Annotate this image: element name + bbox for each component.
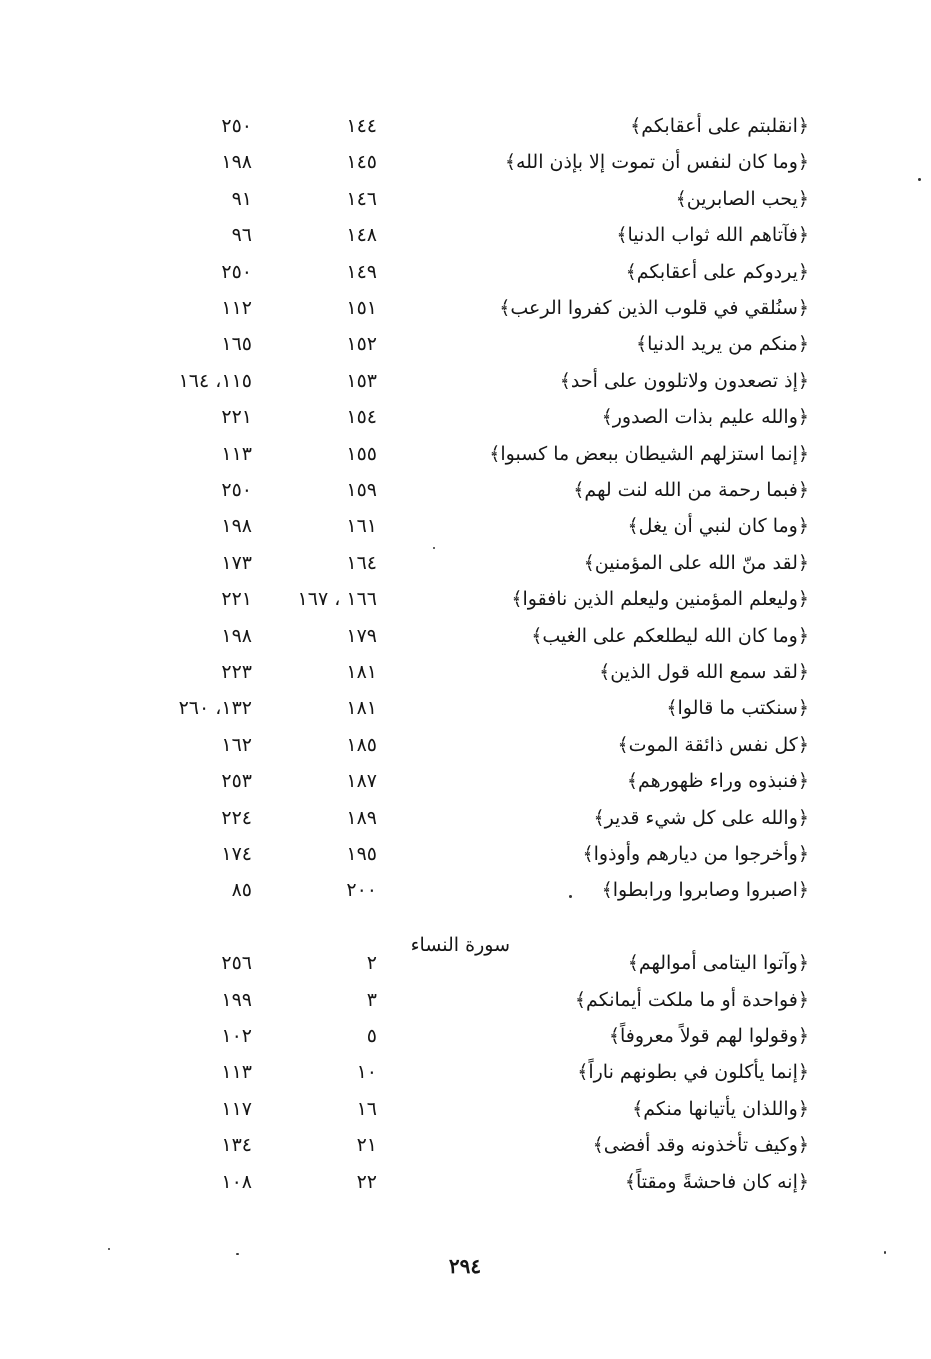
- ayah-number: ١٤٤: [346, 115, 377, 137]
- verse-text: ﴿لقد سمع الله قول الذين﴾: [599, 661, 809, 683]
- ayah-number: ١٥٩: [346, 479, 377, 501]
- page-reference: ١٠٢: [221, 1025, 252, 1047]
- page-reference: ١١٢: [221, 297, 252, 319]
- ayah-number: ٢٢: [356, 1170, 377, 1193]
- page-reference: ٩٦: [231, 224, 252, 247]
- verse-text: ﴿وكيف تأخذونه وقد أفضى﴾: [592, 1134, 809, 1157]
- page-reference: ١٣٤: [221, 1134, 252, 1157]
- index-row: [0, 399, 931, 435]
- index-row: [0, 508, 931, 544]
- ayah-number: ١٠: [356, 1061, 377, 1084]
- verse-text: ﴿واللذان يأتيانها منكم﴾: [632, 1097, 809, 1120]
- index-row: [0, 545, 931, 581]
- verse-text: ﴿إنه كان فاحشةً ومقتاً﴾: [624, 1170, 809, 1193]
- ayah-number: ٢١: [356, 1134, 377, 1157]
- surah-heading: سورة النساء: [410, 934, 510, 956]
- verse-text: ﴿وأخرجوا من ديارهم وأوذوا﴾: [582, 843, 809, 865]
- ayah-number: ١٩٥: [346, 843, 377, 865]
- page-reference: ١٦٥: [221, 333, 252, 356]
- page-reference: ١١٧: [221, 1097, 252, 1120]
- index-row: [0, 108, 931, 144]
- index-row: [0, 326, 931, 362]
- scan-speck: [108, 1248, 110, 1250]
- verse-text: ﴿وما كان لنبي أن يغل﴾: [627, 515, 809, 538]
- page-reference: ١٩٨: [221, 624, 252, 647]
- ayah-number: ١٥٤: [346, 406, 377, 429]
- ayah-number: ١٨٩: [346, 806, 377, 829]
- verse-text: ﴿فنبذوه وراء ظهورهم﴾: [626, 770, 809, 793]
- verse-text: ﴿وقولوا لهم قولاً معروفاً﴾: [608, 1025, 809, 1047]
- verse-text: ﴿إنما استزلهم الشيطان ببعض ما كسبوا﴾: [489, 442, 809, 465]
- page-reference: ٢٢٣: [221, 661, 252, 683]
- index-row: [0, 1054, 931, 1090]
- page-number: ٢٩٤: [448, 1254, 482, 1278]
- ayah-number: ١٥٥: [346, 442, 377, 465]
- ayah-number: ٥: [366, 1025, 377, 1047]
- index-row: [0, 217, 931, 253]
- page-reference: ١١٥، ١٦٤: [178, 369, 252, 392]
- page-reference: ٢٢١: [221, 588, 252, 611]
- verse-text: ﴿والله عليم بذات الصدور﴾: [601, 406, 809, 429]
- index-row: [0, 144, 931, 180]
- scan-speck: [236, 1253, 239, 1255]
- ayah-number: ١٥١: [346, 297, 377, 319]
- scan-speck: [433, 547, 435, 549]
- verse-text: ﴿انقلبتم على أعقابكم﴾: [630, 115, 809, 137]
- index-row: [0, 836, 931, 872]
- scan-speck: [884, 1251, 886, 1254]
- verse-text: ﴿اصبروا وصابروا ورابطوا﴾: [601, 879, 809, 902]
- index-row: [0, 1127, 931, 1163]
- ayah-number: ١٦٤: [346, 551, 377, 574]
- page-reference: ١٩٨: [221, 515, 252, 538]
- index-row: [0, 618, 931, 654]
- ayah-number: ١٨١: [346, 661, 377, 683]
- index-row: [0, 436, 931, 472]
- ayah-number: ١٥٣: [346, 369, 377, 392]
- page-reference: ٢٥٠: [221, 260, 252, 283]
- page-reference: ١١٣: [221, 1061, 252, 1084]
- page-reference: ٢٥٠: [221, 115, 252, 137]
- ayah-number: ١٤٩: [346, 260, 377, 283]
- verse-text: ﴿سنكتب ما قالوا﴾: [666, 697, 809, 720]
- verse-text: ﴿وليعلم المؤمنين وليعلم الذين نافقوا﴾: [511, 588, 809, 611]
- page-reference: ١٩٨: [221, 151, 252, 174]
- ayah-number: ١٨٧: [346, 770, 377, 793]
- verse-text: ﴿إذ تصعدون ولاتلوون على أحد﴾: [559, 369, 809, 392]
- index-row: [0, 581, 931, 617]
- verse-text: ﴿وما كان الله ليطلعكم على الغيب﴾: [531, 624, 809, 647]
- verse-text: ﴿سنُلقي في قلوب الذين كفروا الرعب﴾: [499, 297, 809, 319]
- index-row: [0, 254, 931, 290]
- index-row: [0, 654, 931, 690]
- index-row: [0, 363, 931, 399]
- ayah-number: ٢: [366, 952, 377, 975]
- page-reference: ٢٢٤: [221, 806, 252, 829]
- verse-text: ﴿فواحدة أو ما ملكت أيمانكم﴾: [574, 988, 809, 1011]
- page-reference: ٩١: [231, 187, 252, 210]
- ayah-number: ١٦٦ ، ١٦٧: [297, 588, 377, 611]
- index-row: [0, 1091, 931, 1127]
- ayah-number: ١٦١: [346, 515, 377, 538]
- index-row: [0, 1018, 931, 1054]
- page-reference: ٢٥٦: [221, 952, 252, 975]
- verse-text: ﴿والله على كل شيء قدير﴾: [593, 806, 809, 829]
- index-row: [0, 181, 931, 217]
- ayah-number: ١٤٦: [346, 187, 377, 210]
- verse-text: ﴿يردوكم على أعقابكم﴾: [625, 260, 809, 283]
- index-row: [0, 472, 931, 508]
- ayah-number: ١٤٥: [346, 151, 377, 174]
- page-reference: ٢٢١: [221, 406, 252, 429]
- index-row: [0, 982, 931, 1018]
- index-row: [0, 690, 931, 726]
- ayah-number: ١٥٢: [346, 333, 377, 356]
- verse-text: ﴿كل نفس ذائقة الموت﴾: [617, 733, 809, 756]
- page-reference: ١٦٢: [221, 733, 252, 756]
- ayah-number: ١٧٩: [346, 624, 377, 647]
- index-row: [0, 800, 931, 836]
- verse-text: ﴿إنما يأكلون في بطونهم ناراً﴾: [577, 1061, 809, 1084]
- scan-speck: [569, 895, 572, 898]
- ayah-number: ١٨١: [346, 697, 377, 720]
- index-row: [0, 290, 931, 326]
- verse-text: ﴿يحب الصابرين﴾: [675, 187, 809, 210]
- verse-text: ﴿لقد منّ الله على المؤمنين﴾: [583, 551, 809, 574]
- index-row: [0, 763, 931, 799]
- page-reference: ١١٣: [221, 442, 252, 465]
- verse-text: ﴿وما كان لنفس أن تموت إلا بإذن الله﴾: [504, 151, 809, 174]
- page-reference: ١٣٢، ٢٦٠: [178, 697, 252, 720]
- page-reference: ٢٥٣: [221, 770, 252, 793]
- ayah-number: ٣: [366, 988, 377, 1011]
- page-reference: ١٧٣: [221, 551, 252, 574]
- verse-text: ﴿وآتوا اليتامى أموالهم﴾: [627, 952, 809, 975]
- ayah-number: ١٤٨: [346, 224, 377, 247]
- page-reference: ١٠٨: [221, 1170, 252, 1193]
- page-reference: ١٩٩: [221, 988, 252, 1011]
- ayah-number: ١٦: [356, 1097, 377, 1120]
- verse-text: ﴿فبما رحمة من الله لنت لهم﴾: [573, 479, 809, 501]
- ayah-number: ٢٠٠: [346, 879, 377, 902]
- index-row: [0, 1164, 931, 1200]
- verse-text: ﴿فآتاهم الله ثواب الدنيا﴾: [616, 224, 809, 247]
- index-row: [0, 872, 931, 908]
- page-reference: ٨٥: [231, 879, 252, 902]
- index-row: [0, 727, 931, 763]
- verse-text: ﴿منكم من يريد الدنيا﴾: [636, 333, 809, 356]
- scan-speck: [918, 178, 921, 181]
- page-reference: ١٧٤: [221, 843, 252, 865]
- ayah-number: ١٨٥: [346, 733, 377, 756]
- page-reference: ٢٥٠: [221, 479, 252, 501]
